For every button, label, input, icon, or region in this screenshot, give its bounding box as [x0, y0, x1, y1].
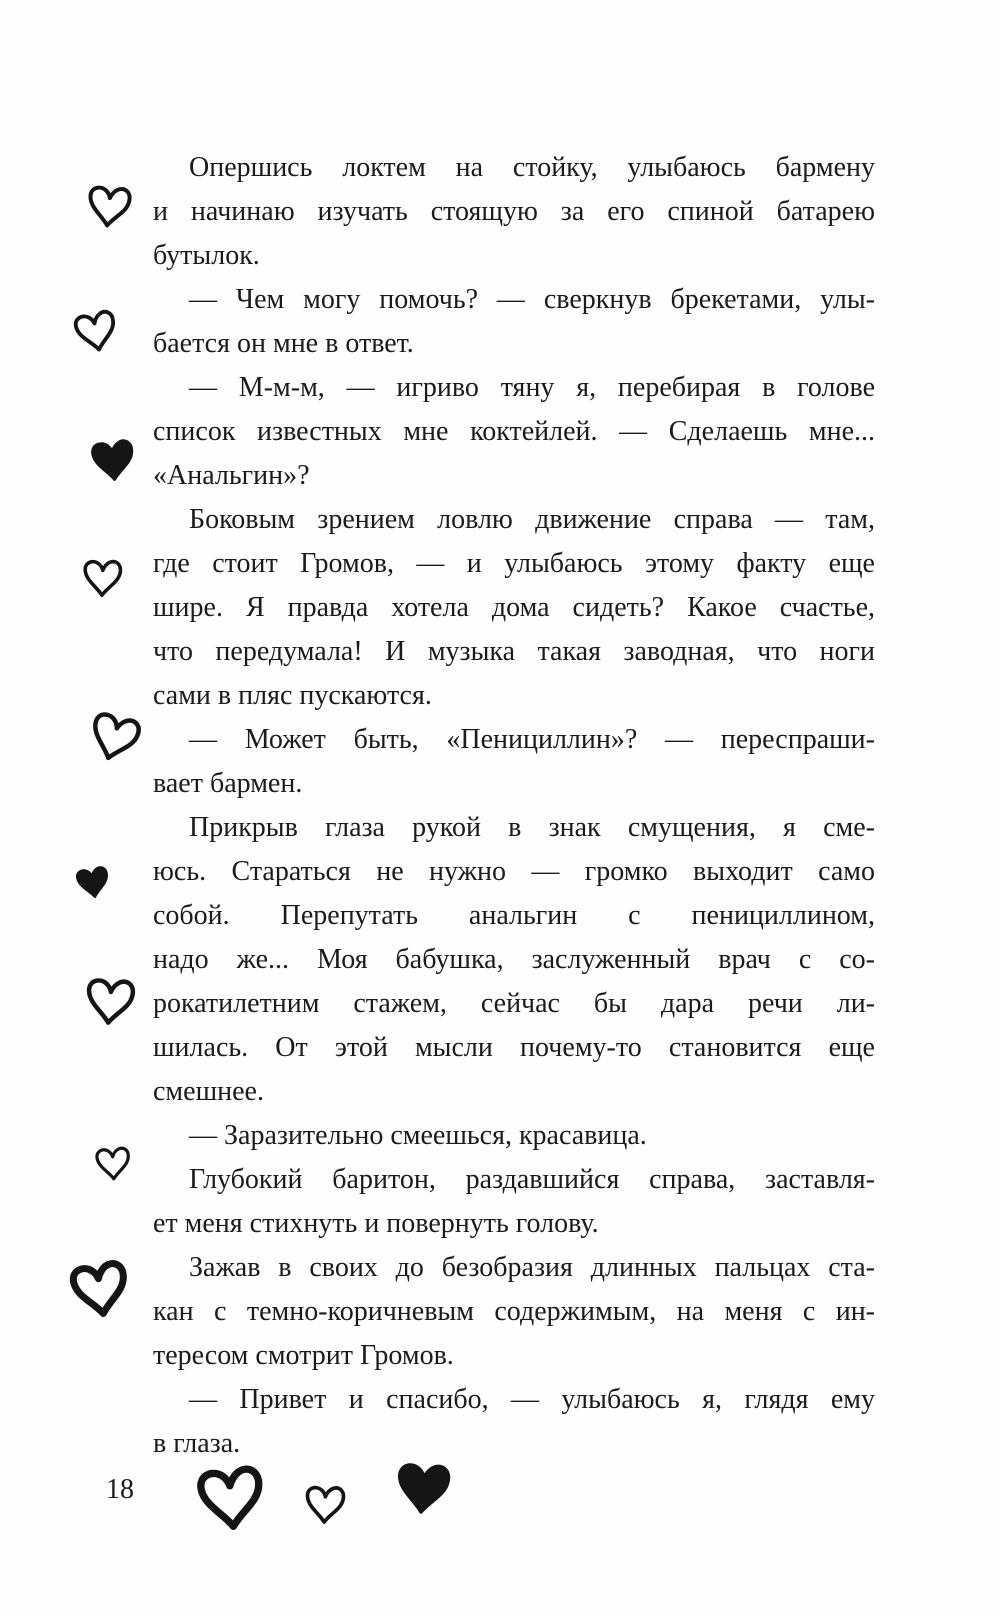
page-number: 18 — [106, 1474, 134, 1505]
heart-outline-icon — [80, 972, 141, 1033]
text-line: собой. Перепутать анальгин с пенициллином, — [153, 900, 875, 931]
text-line: — Заразительно смеешься, красавица. — [189, 1120, 647, 1151]
heart-outline-icon — [92, 1143, 134, 1185]
text-line: Зажав в своих до безобразия длинных пальцах ста- — [189, 1252, 875, 1283]
text-line: Прикрыв глаза рукой в знак смущения, я сме- — [189, 812, 875, 843]
text-line: — Чем могу помочь? — сверкнув брекетами, улы- — [189, 284, 875, 315]
heart-filled-icon — [389, 1455, 456, 1522]
text-line: сами в пляс пускаются. — [153, 680, 432, 711]
heart-outline-icon — [64, 1254, 136, 1326]
text-line: и начинаю изучать стоящую за его спиной батарею — [153, 196, 875, 227]
text-line: бутылок. — [153, 240, 260, 271]
heart-outline-icon — [191, 1459, 271, 1539]
text-line: кан с темно-коричневым содержимым, на меня с ин- — [153, 1296, 875, 1327]
text-line: ет меня стихнуть и повернуть голову. — [153, 1208, 599, 1239]
heart-outline-icon — [79, 703, 148, 772]
text-line: вает бармен. — [153, 768, 303, 799]
text-line: где стоит Громов, — и улыбаюсь этому факту еще — [153, 548, 875, 579]
text-line: список известных мне коктейлей. — Сделаешь мне... — [153, 416, 875, 447]
text-block — [153, 146, 875, 1466]
text-line: Глубокий баритон, раздавшийся справа, заставля- — [189, 1164, 875, 1195]
heart-outline-icon — [68, 304, 124, 360]
text-line: Опершись локтем на стойку, улыбаюсь бармену — [189, 152, 875, 183]
text-line: рокатилетним стажем, сейчас бы дара речи ли- — [153, 988, 875, 1019]
text-line: шилась. От этой мысли почему-то становится еще — [153, 1032, 875, 1063]
text-line: в глаза. — [153, 1428, 241, 1459]
heart-outline-icon — [82, 180, 137, 235]
text-line: — Может быть, «Пенициллин»? — переспраши- — [189, 724, 875, 755]
heart-outline-icon — [301, 1481, 349, 1529]
text-line: — М-м-м, — игриво тяну я, перебирая в голове — [189, 372, 875, 403]
text-line: Боковым зрением ловлю движение справа — там, — [189, 504, 875, 535]
text-line: надо же... Моя бабушка, заслуженный врач с со- — [153, 944, 875, 975]
heart-filled-icon — [86, 434, 140, 488]
text-line: что передумала! И музыка такая заводная, что ноги — [153, 636, 875, 667]
text-line: тересом смотрит Громов. — [153, 1340, 454, 1371]
heart-outline-icon — [79, 555, 126, 602]
text-line: юсь. Стараться не нужно — громко выходит само — [153, 856, 875, 887]
text-line: бается он мне в ответ. — [153, 328, 414, 359]
heart-filled-icon — [72, 862, 115, 905]
text-line: шире. Я правда хотела дома сидеть? Какое счастье, — [153, 592, 875, 623]
text-line: смешнее. — [153, 1076, 264, 1107]
text-line: — Привет и спасибо, — улыбаюсь я, глядя ему — [189, 1384, 875, 1415]
text-line: «Анальгин»? — [153, 460, 310, 491]
